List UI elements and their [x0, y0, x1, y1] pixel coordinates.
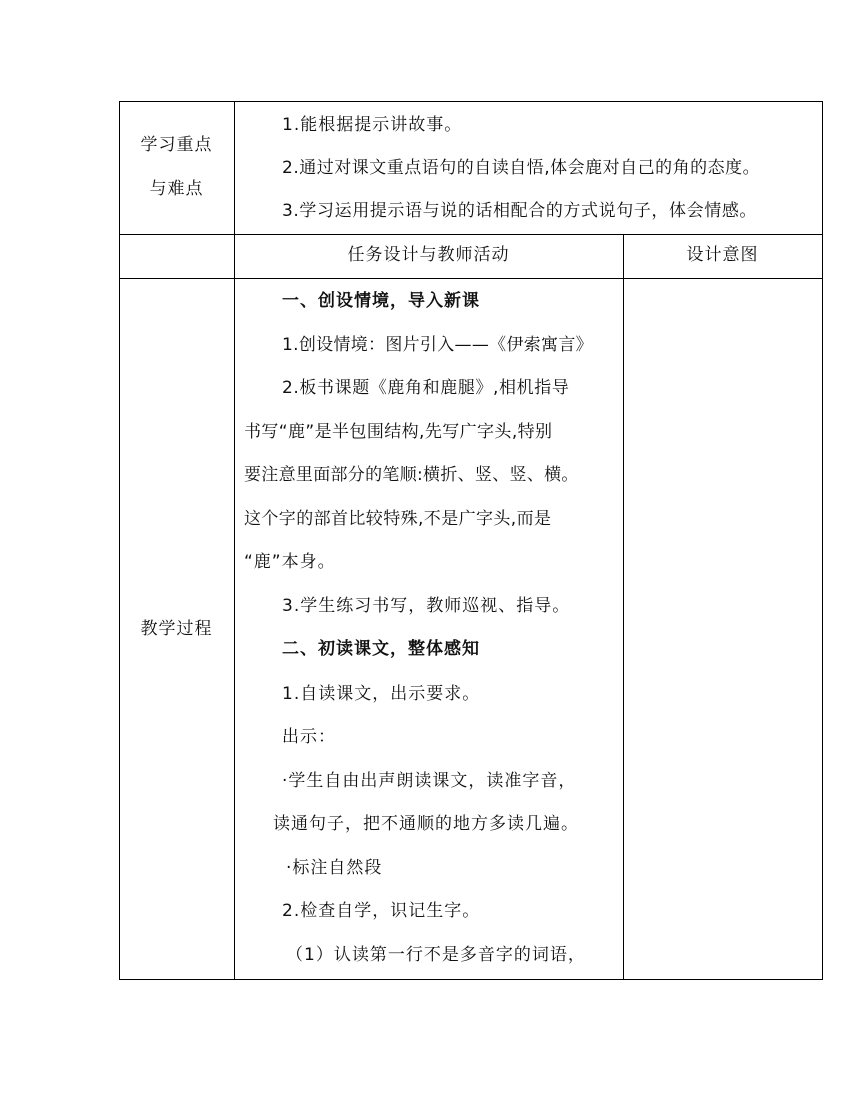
process-label: 教学过程 — [140, 619, 213, 639]
process-line: 这个字的部首比较特殊,不是广字头,而是 — [244, 509, 552, 529]
process-line: “鹿”本身。 — [244, 552, 336, 572]
table-border-left — [119, 101, 120, 980]
table-border-top — [119, 101, 823, 102]
process-bullet-line: ·学生自由出声朗读课文，读准字音， — [282, 771, 577, 791]
table-row-divider-2 — [119, 278, 823, 279]
focus-label-line1: 学习重点 — [140, 135, 213, 155]
focus-item-3: 3.学习运用提示语与说的话相配合的方式说句子，体会情感。 — [282, 201, 758, 221]
table-col-divider-1 — [234, 101, 235, 980]
process-line: 要注意里面部分的笔顺:横折、竖、竖、横。 — [244, 465, 579, 485]
process-line: （1）认读第一行不是多音字的词语， — [286, 945, 586, 965]
process-bullet-line: ·标注自然段 — [286, 858, 383, 878]
table-col-divider-2 — [623, 234, 624, 980]
task-column-header: 任务设计与教师活动 — [347, 245, 510, 265]
process-line: 1.创设情境：图片引入——《伊索寓言》 — [282, 335, 593, 355]
process-line: 出示： — [282, 727, 336, 747]
process-heading-1: 一、创设情境，导入新课 — [282, 291, 480, 311]
focus-item-1: 1.能根据提示讲故事。 — [282, 115, 463, 135]
table-border-right — [822, 101, 823, 980]
table-row-divider-1 — [119, 234, 823, 235]
table-border-bottom — [119, 979, 823, 980]
intent-column-header: 设计意图 — [686, 245, 759, 265]
process-line: 2.板书课题《鹿角和鹿腿》,相机指导 — [282, 378, 570, 398]
focus-label-line2: 与难点 — [149, 179, 204, 199]
process-line: 2.检查自学，识记生字。 — [282, 901, 481, 921]
process-heading-2: 二、初读课文，整体感知 — [282, 639, 480, 659]
process-line: 读通句子，把不通顺的地方多读几遍。 — [273, 814, 579, 834]
process-line: 3.学生练习书写，教师巡视、指导。 — [282, 596, 571, 616]
process-line: 书写“鹿”是半包围结构,先写广字头,特别 — [244, 422, 553, 442]
process-line: 1.自读课文，出示要求。 — [282, 684, 481, 704]
focus-item-2: 2.通过对课文重点语句的自读自悟,体会鹿对自己的角的态度。 — [282, 158, 761, 178]
